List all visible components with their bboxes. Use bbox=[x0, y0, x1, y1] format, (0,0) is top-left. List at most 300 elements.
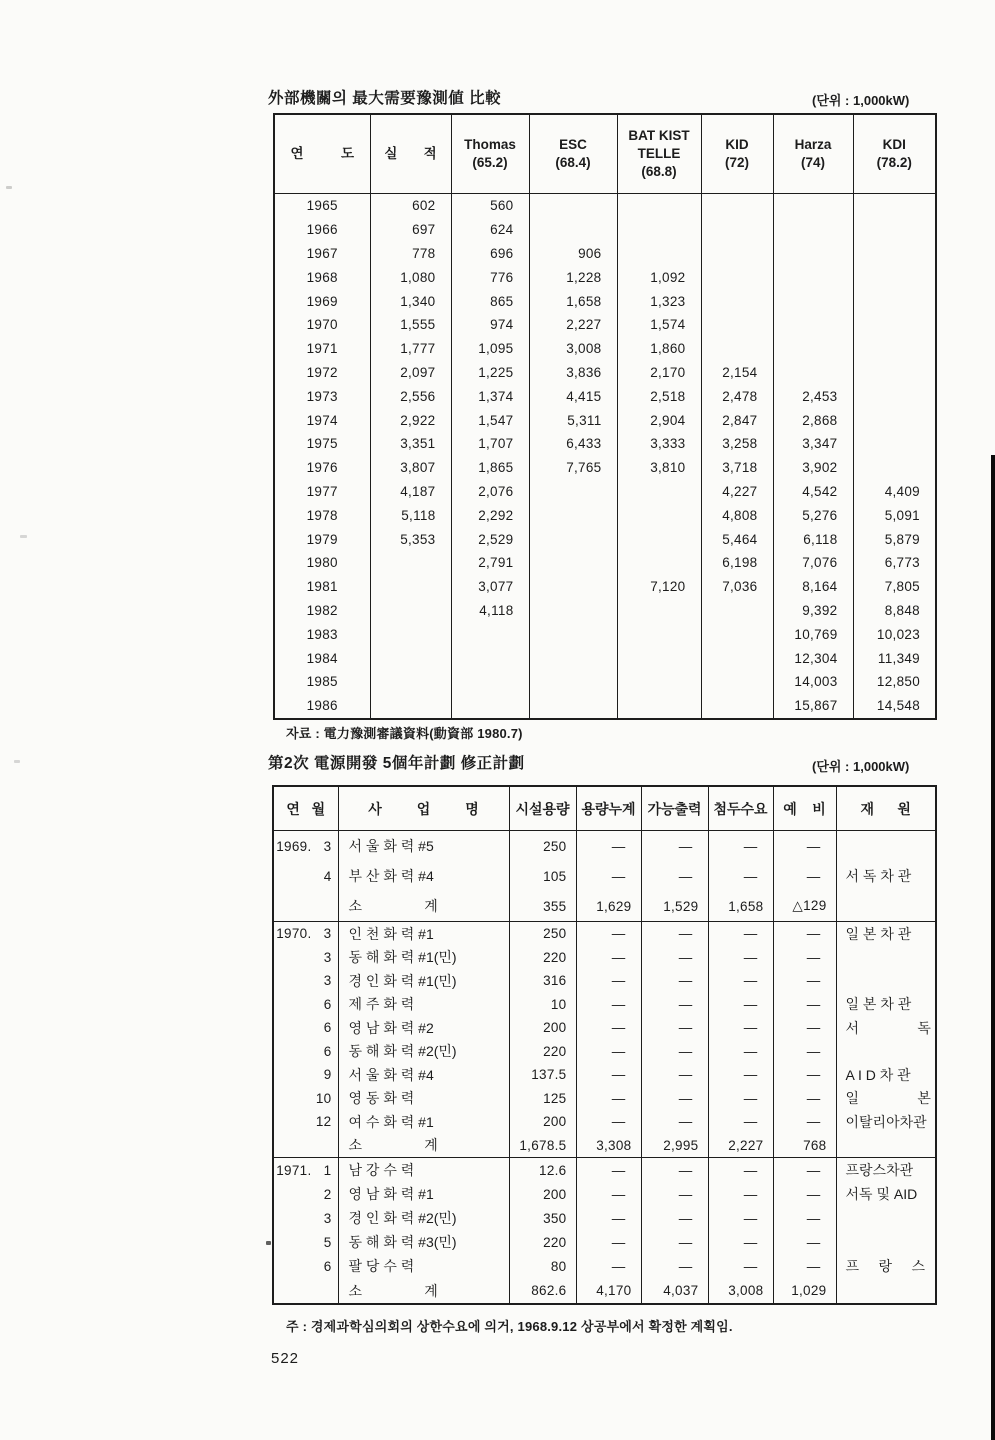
cell-actual bbox=[370, 599, 451, 623]
cell-peak-demand: — bbox=[708, 922, 773, 946]
cell-capacity: 862.6 bbox=[509, 1278, 576, 1303]
cell-thomas: 1,865 bbox=[451, 456, 529, 480]
cell-esc: 2,227 bbox=[529, 313, 617, 337]
header-line: 연 도 bbox=[290, 146, 355, 161]
cell-kdi bbox=[853, 361, 936, 385]
cell-funding-source bbox=[836, 831, 936, 862]
cell-harza bbox=[773, 218, 853, 242]
cell-capacity: 316 bbox=[509, 969, 576, 993]
cell-available-output: — bbox=[641, 969, 708, 993]
cell-year: 1972 bbox=[306, 364, 338, 380]
cell-kid bbox=[701, 194, 773, 218]
cell-capacity: 200 bbox=[509, 1016, 576, 1040]
cell-batkisttelle: 7,120 bbox=[617, 575, 701, 599]
cell-project-name: 영 남 화 력 #1 bbox=[338, 1182, 509, 1206]
cell-kid bbox=[701, 599, 773, 623]
scan-speck bbox=[14, 760, 20, 763]
cell-yearmonth: 3 bbox=[323, 1210, 332, 1226]
cell-esc bbox=[529, 218, 617, 242]
forecast-row bbox=[274, 646, 936, 670]
cell-actual bbox=[370, 575, 451, 599]
plan-row bbox=[273, 831, 936, 862]
cell-year: 1984 bbox=[306, 650, 338, 666]
cell-esc bbox=[529, 646, 617, 670]
cell-available-output: — bbox=[641, 831, 708, 862]
plan-row bbox=[273, 1016, 936, 1040]
cell-kdi bbox=[853, 408, 936, 432]
cell-cumulative-capacity: — bbox=[576, 1254, 641, 1278]
cell-kdi: 8,848 bbox=[853, 599, 936, 623]
cell-capacity: 355 bbox=[509, 891, 576, 922]
cell-actual bbox=[370, 551, 451, 575]
cell-cumulative-capacity: — bbox=[576, 1110, 641, 1134]
cell-year: 1970 bbox=[306, 317, 338, 333]
cell-harza: 6,118 bbox=[773, 527, 853, 551]
cell-project-name: 제 주 화 력 bbox=[338, 993, 509, 1017]
cell-esc: 1,658 bbox=[529, 289, 617, 313]
plan-header-cell: 재 원 bbox=[836, 786, 936, 831]
scan-speck bbox=[20, 535, 27, 538]
cell-year: 1983 bbox=[306, 626, 338, 642]
forecast-header-cell bbox=[773, 114, 853, 194]
cell-harza bbox=[773, 313, 853, 337]
cell-kid: 4,808 bbox=[701, 503, 773, 527]
cell-available-output: — bbox=[641, 861, 708, 891]
cell-peak-demand: 2,227 bbox=[708, 1134, 773, 1158]
cell-funding-source bbox=[836, 1040, 936, 1064]
cell-peak-demand: 1,658 bbox=[708, 891, 773, 922]
forecast-row bbox=[274, 218, 936, 242]
cell-reserve: — bbox=[773, 922, 836, 946]
cell-batkisttelle bbox=[617, 242, 701, 266]
cell-reserve: — bbox=[773, 1206, 836, 1230]
cell-thomas: 560 bbox=[451, 194, 529, 218]
cell-capacity: 220 bbox=[509, 946, 576, 970]
cell-kid bbox=[701, 670, 773, 694]
cell-esc bbox=[529, 694, 617, 719]
forecast-table-head bbox=[274, 114, 936, 194]
cell-peak-demand: — bbox=[708, 1016, 773, 1040]
forecast-row bbox=[274, 242, 936, 266]
cell-batkisttelle bbox=[617, 194, 701, 218]
cell-project-name: 경 인 화 력 #2(민) bbox=[338, 1206, 509, 1230]
cell-cumulative-capacity: — bbox=[576, 993, 641, 1017]
cell-project-name: 서 울 화 력 #5 bbox=[338, 831, 509, 862]
header-line: (68.8) bbox=[641, 164, 677, 179]
cell-batkisttelle: 1,323 bbox=[617, 289, 701, 313]
forecast-header-cell bbox=[853, 114, 936, 194]
cell-harza: 15,867 bbox=[773, 694, 853, 719]
cell-reserve: — bbox=[773, 1063, 836, 1087]
cell-project-name: 여 수 화 력 #1 bbox=[338, 1110, 509, 1134]
cell-funding-source bbox=[836, 1278, 936, 1303]
cell-cumulative-capacity: — bbox=[576, 1087, 641, 1111]
cell-reserve: — bbox=[773, 831, 836, 862]
cell-batkisttelle: 3,333 bbox=[617, 432, 701, 456]
plan-row bbox=[273, 1087, 936, 1111]
cell-actual: 3,351 bbox=[370, 432, 451, 456]
cell-capacity: 350 bbox=[509, 1206, 576, 1230]
cell-esc bbox=[529, 670, 617, 694]
cell-yearmonth: 6 bbox=[323, 1043, 332, 1059]
cell-year: 1985 bbox=[306, 674, 338, 690]
cell-project-name: 영 남 화 력 #2 bbox=[338, 1016, 509, 1040]
cell-available-output: — bbox=[641, 946, 708, 970]
cell-funding-source: 서 독 차 관 bbox=[836, 861, 936, 891]
forecast-row bbox=[274, 337, 936, 361]
cell-project-name: 인 천 화 력 #1 bbox=[338, 922, 509, 946]
cell-capacity: 220 bbox=[509, 1040, 576, 1064]
cell-thomas: 776 bbox=[451, 265, 529, 289]
cell-actual: 5,118 bbox=[370, 503, 451, 527]
cell-capacity: 125 bbox=[509, 1087, 576, 1111]
cell-available-output: — bbox=[641, 1063, 708, 1087]
cell-esc: 7,765 bbox=[529, 456, 617, 480]
header-line: Thomas bbox=[464, 137, 516, 152]
cell-kdi: 7,805 bbox=[853, 575, 936, 599]
cell-year: 1981 bbox=[306, 579, 338, 595]
plan-group-2 bbox=[273, 922, 936, 1158]
cell-reserve: — bbox=[773, 993, 836, 1017]
cell-cumulative-capacity: 4,170 bbox=[576, 1278, 641, 1303]
cell-year: 1976 bbox=[306, 460, 338, 476]
forecast-row bbox=[274, 503, 936, 527]
cell-thomas bbox=[451, 622, 529, 646]
cell-actual bbox=[370, 670, 451, 694]
header-line: 실 적 bbox=[384, 146, 437, 161]
cell-reserve: — bbox=[773, 1158, 836, 1183]
cell-yearmonth bbox=[273, 1278, 338, 1303]
cell-yearmonth: 1970. 3 bbox=[273, 922, 338, 946]
cell-year: 1968 bbox=[306, 269, 338, 285]
cell-funding-source: 서 독 bbox=[836, 1016, 936, 1040]
cell-harza: 9,392 bbox=[773, 599, 853, 623]
cell-kdi bbox=[853, 265, 936, 289]
cell-yearmonth: 3 bbox=[323, 949, 332, 965]
cell-harza bbox=[773, 242, 853, 266]
cell-year: 1973 bbox=[306, 388, 338, 404]
cell-harza: 5,276 bbox=[773, 503, 853, 527]
forecast-row bbox=[274, 599, 936, 623]
cell-available-output: — bbox=[641, 1110, 708, 1134]
cell-thomas: 1,374 bbox=[451, 384, 529, 408]
forecast-row bbox=[274, 265, 936, 289]
cell-esc: 906 bbox=[529, 242, 617, 266]
cell-esc: 3,008 bbox=[529, 337, 617, 361]
cell-year: 1977 bbox=[306, 483, 338, 499]
forecast-row bbox=[274, 575, 936, 599]
table1-source-note: 자료 : 電力豫測審議資料(動資部 1980.7) bbox=[286, 726, 523, 741]
cell-yearmonth bbox=[273, 1134, 338, 1158]
header-line: (78.2) bbox=[876, 155, 912, 170]
cell-batkisttelle: 1,860 bbox=[617, 337, 701, 361]
cell-kdi bbox=[853, 218, 936, 242]
cell-reserve: — bbox=[773, 1182, 836, 1206]
cell-cumulative-capacity: — bbox=[576, 1230, 641, 1254]
cell-yearmonth: 10 bbox=[315, 1090, 332, 1106]
cell-project-name: 소 계 bbox=[338, 891, 509, 922]
plan-row bbox=[273, 922, 936, 946]
plan-header-cell: 사 업 명 bbox=[338, 786, 509, 831]
cell-thomas: 696 bbox=[451, 242, 529, 266]
forecast-row bbox=[274, 670, 936, 694]
scan-edge-bar bbox=[991, 455, 995, 1440]
cell-yearmonth: 2 bbox=[323, 1186, 332, 1202]
plan-group-3 bbox=[273, 1158, 936, 1304]
forecast-row bbox=[274, 456, 936, 480]
plan-header-cell: 용량누계 bbox=[576, 786, 641, 831]
cell-year: 1967 bbox=[306, 245, 338, 261]
forecast-row bbox=[274, 408, 936, 432]
cell-actual: 1,555 bbox=[370, 313, 451, 337]
cell-kid: 4,227 bbox=[701, 480, 773, 504]
cell-reserve: — bbox=[773, 1254, 836, 1278]
header-line: TELLE bbox=[637, 146, 681, 161]
cell-harza: 7,076 bbox=[773, 551, 853, 575]
cell-available-output: 1,529 bbox=[641, 891, 708, 922]
cell-batkisttelle bbox=[617, 694, 701, 719]
forecast-row bbox=[274, 622, 936, 646]
cell-year: 1971 bbox=[306, 341, 338, 357]
cell-harza: 10,769 bbox=[773, 622, 853, 646]
cell-thomas: 2,076 bbox=[451, 480, 529, 504]
cell-funding-source: 이탈리아차관 bbox=[836, 1110, 936, 1134]
plan-header-row bbox=[273, 786, 936, 831]
cell-year: 1965 bbox=[306, 198, 338, 214]
plan-group-1 bbox=[273, 831, 936, 922]
cell-available-output: 4,037 bbox=[641, 1278, 708, 1303]
cell-year: 1975 bbox=[306, 436, 338, 452]
forecast-row bbox=[274, 527, 936, 551]
scan-speck bbox=[266, 1241, 271, 1245]
cell-reserve: — bbox=[773, 969, 836, 993]
plan-row bbox=[273, 946, 936, 970]
cell-thomas: 1,547 bbox=[451, 408, 529, 432]
cell-batkisttelle bbox=[617, 218, 701, 242]
cell-year: 1982 bbox=[306, 602, 338, 618]
table1-title: 外部機關의 最大需要豫測値 比較 bbox=[268, 90, 502, 107]
cell-project-name: 영 동 화 력 bbox=[338, 1087, 509, 1111]
cell-available-output: — bbox=[641, 1230, 708, 1254]
plan-header-cell: 시설용량 bbox=[509, 786, 576, 831]
cell-kdi bbox=[853, 456, 936, 480]
cell-thomas: 2,292 bbox=[451, 503, 529, 527]
cell-yearmonth: 5 bbox=[323, 1234, 332, 1250]
cell-harza: 2,868 bbox=[773, 408, 853, 432]
cell-cumulative-capacity: — bbox=[576, 922, 641, 946]
cell-esc bbox=[529, 575, 617, 599]
cell-project-name: 경 인 화 력 #1(민) bbox=[338, 969, 509, 993]
cell-harza: 12,304 bbox=[773, 646, 853, 670]
cell-esc: 5,311 bbox=[529, 408, 617, 432]
cell-actual bbox=[370, 694, 451, 719]
cell-esc: 3,836 bbox=[529, 361, 617, 385]
cell-actual: 2,922 bbox=[370, 408, 451, 432]
cell-esc bbox=[529, 480, 617, 504]
plan-row bbox=[273, 1110, 936, 1134]
plan-row bbox=[273, 1278, 936, 1303]
cell-kid: 5,464 bbox=[701, 527, 773, 551]
plan-row bbox=[273, 861, 936, 891]
table2-footnote: 주 : 경제과학심의회의 상한수요에 의거, 1968.9.12 상공부에서 확정한 계획임. bbox=[286, 1319, 733, 1334]
cell-harza: 4,542 bbox=[773, 480, 853, 504]
forecast-table-body bbox=[274, 194, 936, 719]
cell-available-output: — bbox=[641, 1206, 708, 1230]
cell-kdi: 4,409 bbox=[853, 480, 936, 504]
cell-funding-source: 서독 및 AID bbox=[836, 1182, 936, 1206]
cell-project-name: 동 해 화 력 #2(민) bbox=[338, 1040, 509, 1064]
cell-funding-source bbox=[836, 891, 936, 922]
forecast-row bbox=[274, 361, 936, 385]
cell-esc: 4,415 bbox=[529, 384, 617, 408]
cell-year: 1980 bbox=[306, 555, 338, 571]
cell-peak-demand: — bbox=[708, 1063, 773, 1087]
cell-capacity: 250 bbox=[509, 831, 576, 862]
cell-capacity: 250 bbox=[509, 922, 576, 946]
header-line: Harza bbox=[794, 137, 832, 152]
scan-speck bbox=[6, 186, 12, 189]
cell-capacity: 10 bbox=[509, 993, 576, 1017]
cell-thomas: 2,791 bbox=[451, 551, 529, 575]
cell-esc: 6,433 bbox=[529, 432, 617, 456]
cell-kid: 2,154 bbox=[701, 361, 773, 385]
cell-yearmonth: 4 bbox=[323, 868, 332, 884]
cell-kdi bbox=[853, 337, 936, 361]
cell-kid: 2,478 bbox=[701, 384, 773, 408]
cell-kid bbox=[701, 622, 773, 646]
cell-peak-demand: — bbox=[708, 1087, 773, 1111]
cell-actual: 2,556 bbox=[370, 384, 451, 408]
header-line: (72) bbox=[724, 155, 749, 170]
cell-kdi bbox=[853, 289, 936, 313]
forecast-row bbox=[274, 384, 936, 408]
forecast-header-cell bbox=[451, 114, 529, 194]
plan-row bbox=[273, 1206, 936, 1230]
cell-funding-source bbox=[836, 1230, 936, 1254]
cell-kdi bbox=[853, 313, 936, 337]
cell-harza bbox=[773, 289, 853, 313]
cell-kid bbox=[701, 337, 773, 361]
cell-actual: 778 bbox=[370, 242, 451, 266]
cell-thomas: 1,707 bbox=[451, 432, 529, 456]
cell-actual: 1,340 bbox=[370, 289, 451, 313]
cell-year: 1974 bbox=[306, 412, 338, 428]
cell-funding-source bbox=[836, 969, 936, 993]
cell-batkisttelle bbox=[617, 527, 701, 551]
cell-thomas: 3,077 bbox=[451, 575, 529, 599]
cell-kdi bbox=[853, 194, 936, 218]
forecast-row bbox=[274, 432, 936, 456]
cell-yearmonth: 1971. 1 bbox=[273, 1158, 338, 1183]
cell-cumulative-capacity: — bbox=[576, 1206, 641, 1230]
cell-kid bbox=[701, 646, 773, 670]
cell-reserve: 1,029 bbox=[773, 1278, 836, 1303]
cell-kdi bbox=[853, 432, 936, 456]
cell-kdi bbox=[853, 384, 936, 408]
cell-batkisttelle: 3,810 bbox=[617, 456, 701, 480]
cell-batkisttelle bbox=[617, 480, 701, 504]
header-line: BAT KIST bbox=[628, 128, 690, 143]
cell-available-output: 2,995 bbox=[641, 1134, 708, 1158]
cell-esc bbox=[529, 551, 617, 575]
cell-cumulative-capacity: — bbox=[576, 861, 641, 891]
cell-funding-source: 일 본 차 관 bbox=[836, 922, 936, 946]
cell-thomas: 1,225 bbox=[451, 361, 529, 385]
forecast-header-row bbox=[274, 114, 936, 194]
cell-cumulative-capacity: 1,629 bbox=[576, 891, 641, 922]
forecast-row bbox=[274, 480, 936, 504]
cell-funding-source: 프랑스차관 bbox=[836, 1158, 936, 1183]
cell-harza bbox=[773, 337, 853, 361]
cell-harza: 2,453 bbox=[773, 384, 853, 408]
cell-peak-demand: — bbox=[708, 993, 773, 1017]
cell-peak-demand: — bbox=[708, 831, 773, 862]
cell-actual: 5,353 bbox=[370, 527, 451, 551]
cell-capacity: 1,678.5 bbox=[509, 1134, 576, 1158]
cell-actual bbox=[370, 646, 451, 670]
cell-batkisttelle bbox=[617, 646, 701, 670]
header-line: (74) bbox=[800, 155, 825, 170]
cell-kdi: 5,879 bbox=[853, 527, 936, 551]
cell-reserve: △129 bbox=[773, 891, 836, 922]
cell-yearmonth: 3 bbox=[323, 973, 332, 989]
cell-capacity: 105 bbox=[509, 861, 576, 891]
cell-esc bbox=[529, 622, 617, 646]
cell-peak-demand: 3,008 bbox=[708, 1278, 773, 1303]
cell-actual: 1,080 bbox=[370, 265, 451, 289]
cell-esc bbox=[529, 527, 617, 551]
cell-batkisttelle: 1,092 bbox=[617, 265, 701, 289]
cell-peak-demand: — bbox=[708, 1254, 773, 1278]
cell-kid bbox=[701, 313, 773, 337]
cell-peak-demand: — bbox=[708, 1040, 773, 1064]
cell-reserve: — bbox=[773, 1040, 836, 1064]
cell-cumulative-capacity: — bbox=[576, 831, 641, 862]
cell-actual: 697 bbox=[370, 218, 451, 242]
cell-batkisttelle bbox=[617, 622, 701, 646]
cell-project-name: 팔 당 수 력 bbox=[338, 1254, 509, 1278]
cell-harza bbox=[773, 361, 853, 385]
header-line: KID bbox=[725, 137, 749, 152]
cell-funding-source bbox=[836, 1134, 936, 1158]
cell-reserve: — bbox=[773, 861, 836, 891]
forecast-row bbox=[274, 694, 936, 719]
cell-capacity: 220 bbox=[509, 1230, 576, 1254]
cell-kid: 3,258 bbox=[701, 432, 773, 456]
cell-available-output: — bbox=[641, 993, 708, 1017]
cell-available-output: — bbox=[641, 1158, 708, 1183]
cell-esc bbox=[529, 503, 617, 527]
cell-funding-source bbox=[836, 946, 936, 970]
plan-header-cell: 가능출력 bbox=[641, 786, 708, 831]
forecast-header-cell bbox=[274, 114, 370, 194]
cell-harza: 3,902 bbox=[773, 456, 853, 480]
cell-peak-demand: — bbox=[708, 1158, 773, 1183]
cell-available-output: — bbox=[641, 1016, 708, 1040]
plan-row bbox=[273, 1158, 936, 1183]
cell-thomas: 624 bbox=[451, 218, 529, 242]
cell-capacity: 137.5 bbox=[509, 1063, 576, 1087]
cell-funding-source: 일 본 차 관 bbox=[836, 993, 936, 1017]
cell-kid: 2,847 bbox=[701, 408, 773, 432]
cell-kdi: 12,850 bbox=[853, 670, 936, 694]
header-line: (65.2) bbox=[472, 155, 508, 170]
cell-funding-source: 일 본 bbox=[836, 1087, 936, 1111]
forecast-row bbox=[274, 313, 936, 337]
cell-thomas: 4,118 bbox=[451, 599, 529, 623]
cell-thomas: 974 bbox=[451, 313, 529, 337]
cell-cumulative-capacity: 3,308 bbox=[576, 1134, 641, 1158]
